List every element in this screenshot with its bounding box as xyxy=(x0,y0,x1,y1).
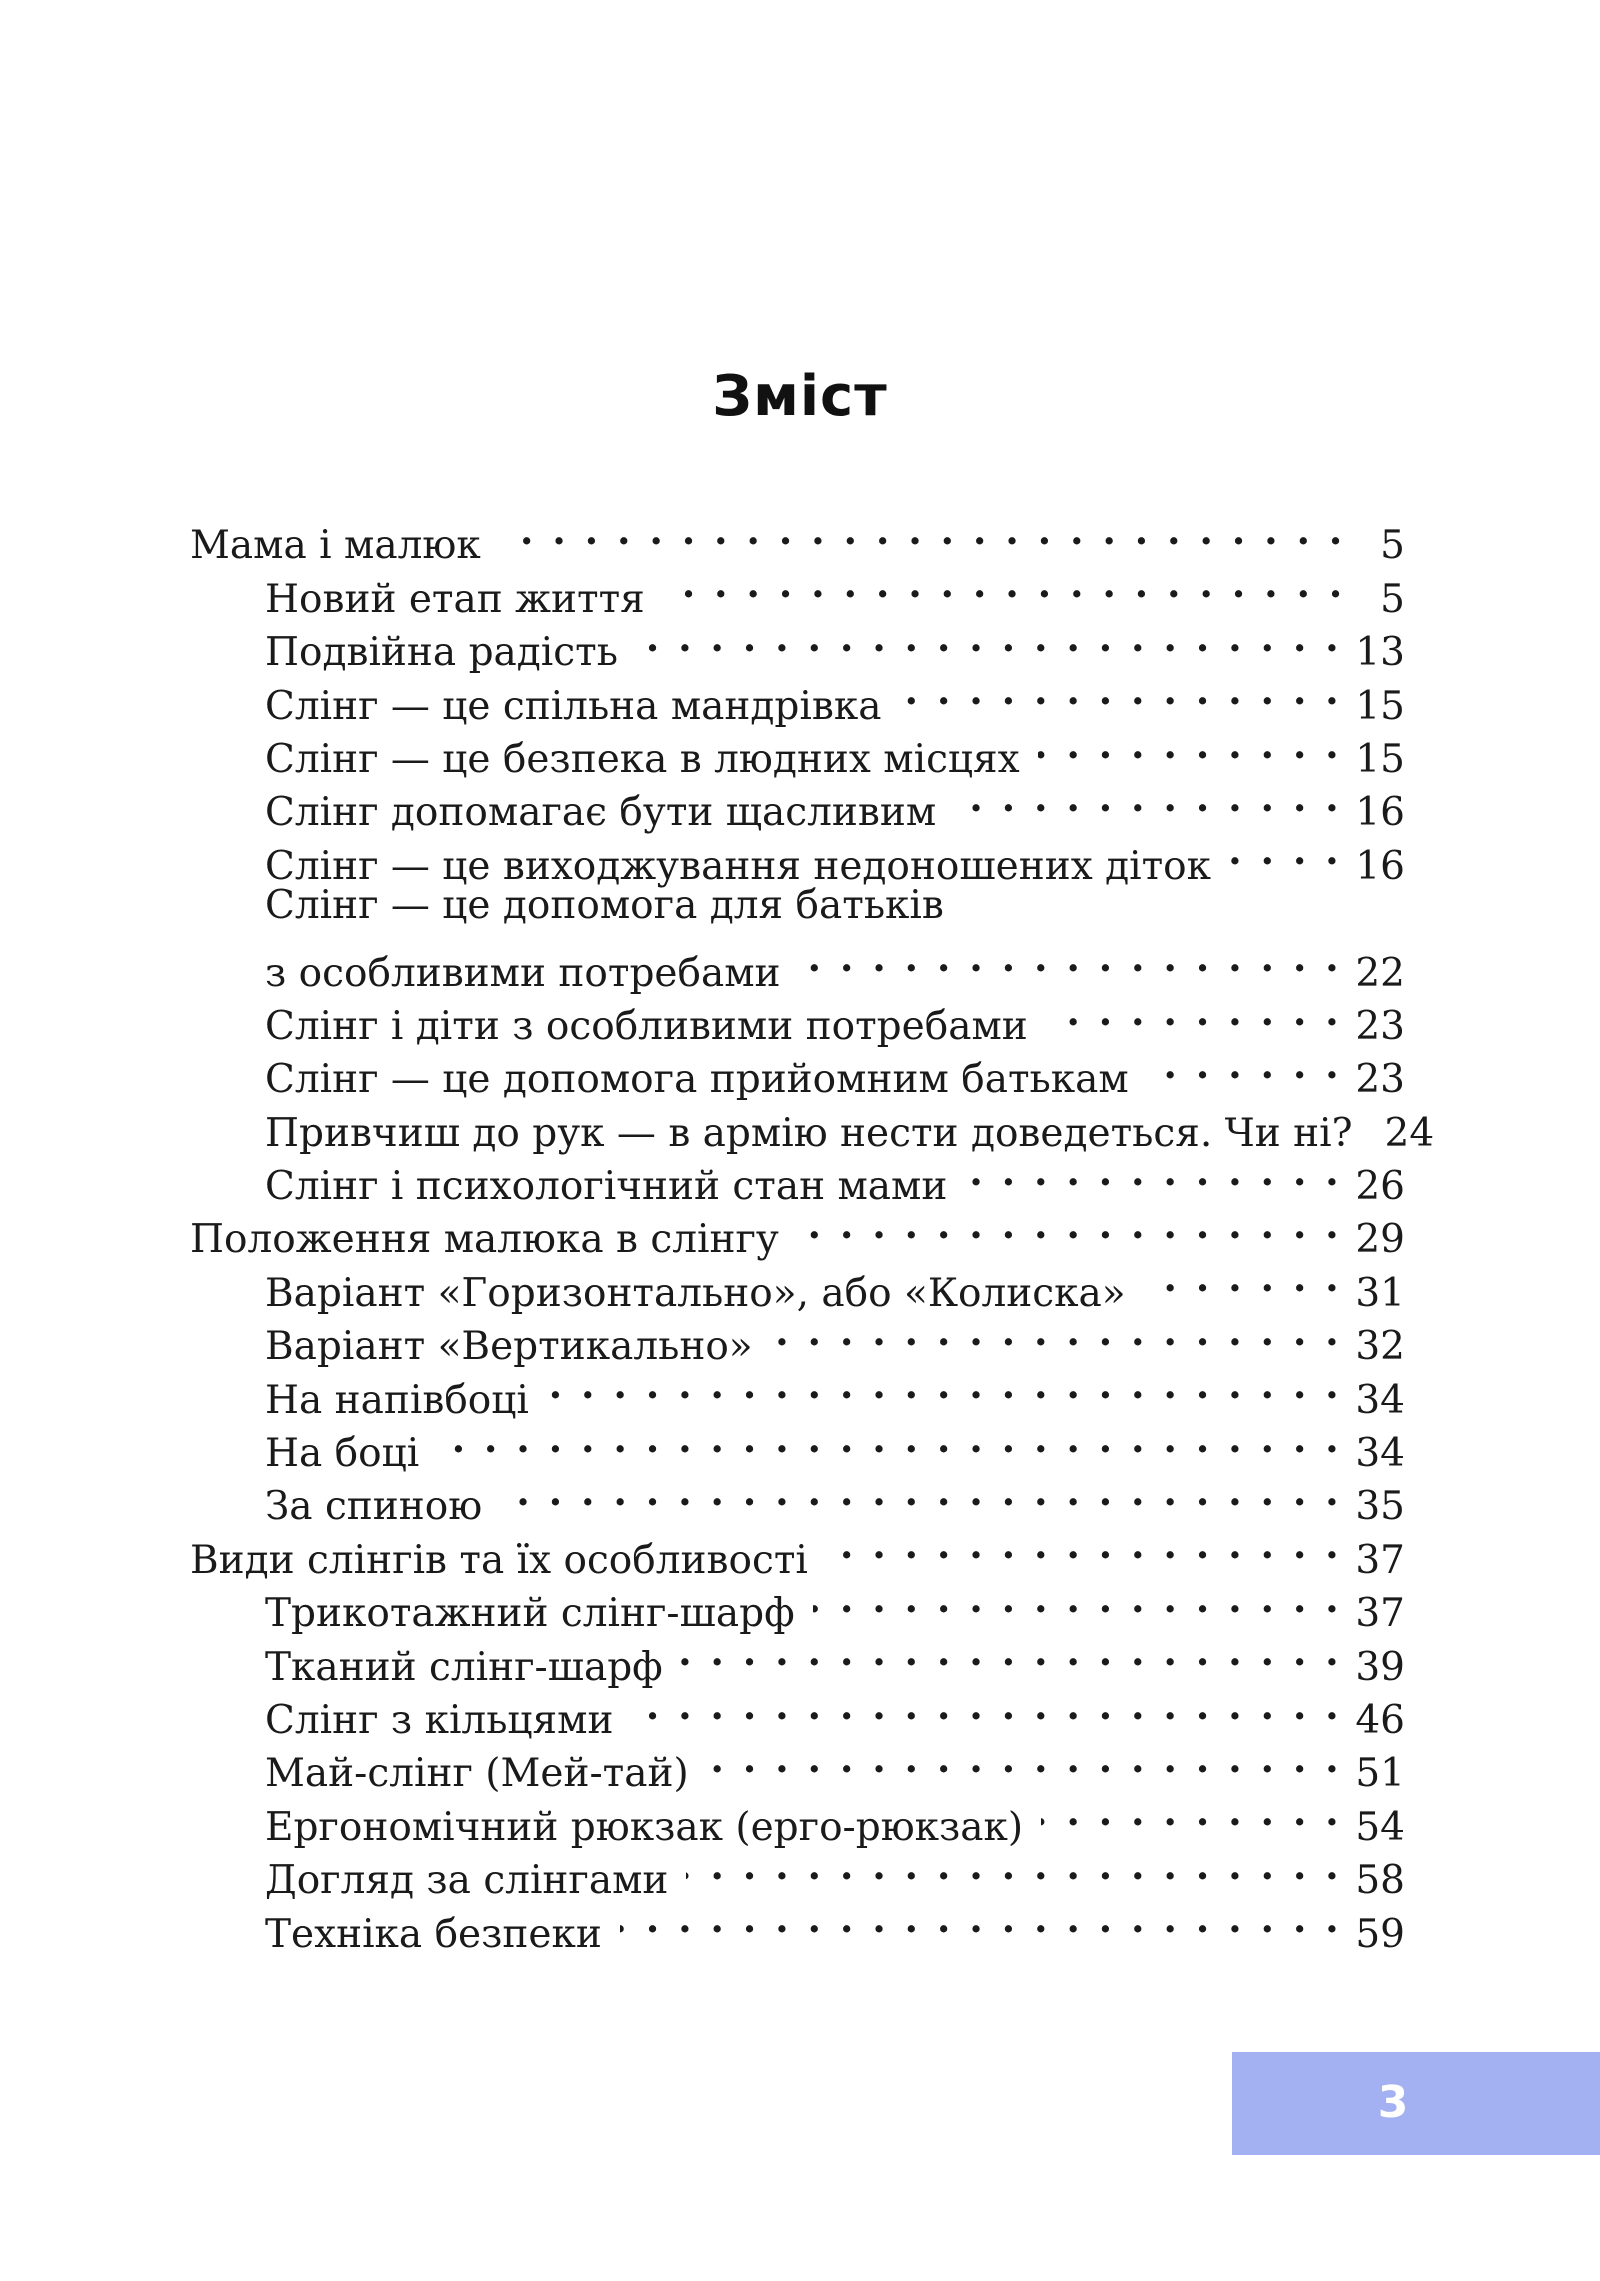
toc-entry-chapter[interactable] xyxy=(190,1199,1405,1263)
dot-leader xyxy=(1144,1252,1342,1305)
toc-entry-title: Варіант «Горизонтально», або «Колиска» xyxy=(265,1270,1126,1316)
toc-entry-section[interactable] xyxy=(190,612,1405,676)
toc-page-number: 31 xyxy=(1355,1270,1405,1316)
toc-entry-title: Трикотажний слінг-шарф xyxy=(265,1591,795,1637)
toc-entry-title: Слінг і діти з особливими потребами xyxy=(265,1003,1028,1049)
toc-page-number: 39 xyxy=(1355,1644,1405,1690)
dot-leader xyxy=(797,1199,1342,1252)
toc-entry-section[interactable] xyxy=(190,1252,1405,1316)
toc-entry-section[interactable] xyxy=(190,1680,1405,1743)
toc-page-number: 29 xyxy=(1355,1217,1405,1263)
toc-entry-title: Слінг з кільцями xyxy=(265,1698,614,1743)
toc-page-number: 13 xyxy=(1355,630,1405,676)
toc-entry-section[interactable] xyxy=(190,1840,1405,1904)
toc-entry-title: Новий етап життя xyxy=(265,576,645,622)
toc-entry-title: Слінг — це виходжування недоношених діток xyxy=(265,843,1211,889)
toc-page-number: 32 xyxy=(1355,1324,1405,1370)
toc-entry-section[interactable] xyxy=(190,879,1405,996)
toc-entry-title: Тканий слінг-шарф xyxy=(265,1644,663,1690)
toc-entry-section[interactable] xyxy=(190,665,1405,729)
dot-leader xyxy=(771,1306,1342,1359)
toc-entry-title: Слінг допомагає бути щасливим xyxy=(265,790,937,836)
toc-entry-section[interactable] xyxy=(190,719,1405,782)
toc-entry-section[interactable] xyxy=(190,1786,1405,1850)
toc-entry-title: Подвійна радість xyxy=(265,630,618,676)
toc-entry-title: Положення малюка в слінгу xyxy=(190,1217,779,1263)
dot-leader xyxy=(1229,825,1341,878)
dot-leader xyxy=(663,558,1345,611)
toc-page-number: 23 xyxy=(1355,1003,1405,1049)
toc-page-number: 24 xyxy=(1384,1110,1435,1156)
toc-page-number: 5 xyxy=(1380,523,1405,569)
toc-entry-title: Май-слінг (Мей-тай) xyxy=(265,1751,689,1797)
toc-entry-title: Привчиш до рук — в армію нести доведеться. Чи ні? xyxy=(265,1110,1353,1156)
dot-leader xyxy=(620,1893,1342,1946)
toc-entry-title-line1: Слінг — це допомога для батьків xyxy=(265,882,944,928)
dot-leader xyxy=(707,1733,1342,1786)
dot-leader xyxy=(500,1466,1341,1519)
toc-entry-title: На напівбоці xyxy=(265,1377,529,1423)
toc-page-number: 54 xyxy=(1355,1804,1405,1850)
toc-entry-title: Ергономічний рюкзак (ерго-рюкзак) xyxy=(265,1804,1024,1850)
toc-entry-section[interactable] xyxy=(190,1733,1405,1797)
toc-entry-section[interactable] xyxy=(190,825,1405,889)
dot-leader xyxy=(1041,1786,1341,1839)
toc-page-number: 37 xyxy=(1355,1537,1405,1583)
toc-entry-title: Варіант «Вертикально» xyxy=(265,1324,753,1370)
toc-page-number: 15 xyxy=(1355,683,1405,729)
toc-entry-section[interactable] xyxy=(190,986,1405,1049)
dot-leader xyxy=(636,612,1341,665)
toc-entry-title: Слінг і психологічний стан мами xyxy=(265,1164,948,1210)
toc-entry-section[interactable] xyxy=(190,1893,1405,1957)
table-of-contents xyxy=(190,505,1435,1957)
dot-leader xyxy=(547,1359,1342,1412)
toc-entry-title: Мама і малюк xyxy=(190,523,481,569)
toc-entry-section[interactable] xyxy=(190,1466,1405,1530)
dot-leader xyxy=(1046,986,1342,1039)
toc-entry-section[interactable] xyxy=(190,1092,1435,1156)
toc-entry-section[interactable] xyxy=(190,1359,1405,1423)
toc-entry-title: На боці xyxy=(265,1431,420,1477)
toc-page-number: 46 xyxy=(1355,1698,1405,1743)
toc-page-number: 15 xyxy=(1355,736,1405,782)
toc-entry-title: Догляд за слінгами xyxy=(265,1858,669,1904)
toc-entry-section[interactable] xyxy=(190,1039,1405,1103)
toc-entry-title: Слінг — це безпека в людних місцях xyxy=(265,736,1020,782)
dot-leader xyxy=(681,1626,1342,1679)
toc-entry-section[interactable] xyxy=(190,1413,1405,1477)
dot-leader xyxy=(1147,1039,1342,1092)
page-title: Зміст xyxy=(712,364,888,429)
toc-entry-section[interactable] xyxy=(190,1626,1405,1690)
toc-entry-title: Слінг — це спільна мандрівка xyxy=(265,683,882,729)
dot-leader xyxy=(954,772,1341,825)
toc-page-number: 35 xyxy=(1355,1484,1405,1530)
dot-leader xyxy=(631,1680,1341,1733)
toc-entry-section[interactable] xyxy=(190,1573,1405,1637)
toc-entry-chapter[interactable] xyxy=(190,1519,1405,1583)
toc-page-number: 26 xyxy=(1355,1164,1405,1210)
toc-entry-title: Слінг — це допомога прийомним батькам xyxy=(265,1057,1129,1103)
dot-leader xyxy=(799,932,1342,985)
toc-page-number: 5 xyxy=(1380,576,1405,622)
dot-leader xyxy=(437,1413,1341,1466)
toc-page-number: 51 xyxy=(1355,1751,1405,1797)
dot-leader xyxy=(686,1840,1341,1893)
toc-page-number: 34 xyxy=(1355,1431,1405,1477)
dot-leader xyxy=(899,665,1341,718)
dot-leader xyxy=(826,1519,1341,1572)
dot-leader xyxy=(965,1146,1341,1199)
toc-entry-title: За спиною xyxy=(265,1484,483,1530)
toc-entry-section[interactable] xyxy=(190,772,1405,836)
dot-leader xyxy=(813,1573,1342,1626)
toc-page-number: 16 xyxy=(1355,790,1405,836)
toc-entry-section[interactable] xyxy=(190,1146,1405,1210)
toc-entry-chapter[interactable] xyxy=(190,505,1405,569)
toc-page-number: 23 xyxy=(1355,1057,1405,1103)
dot-leader xyxy=(1038,719,1342,772)
toc-page-number: 16 xyxy=(1355,843,1405,889)
toc-page-number: 37 xyxy=(1355,1591,1405,1637)
page-number: 3 xyxy=(1377,2077,1409,2128)
toc-entry-title: Види слінгів та їх особливості xyxy=(190,1537,808,1583)
toc-entry-section[interactable] xyxy=(190,1306,1405,1370)
toc-entry-section[interactable] xyxy=(190,558,1405,622)
toc-page-number: 34 xyxy=(1355,1377,1405,1423)
toc-entry-title: Техніка безпеки xyxy=(265,1911,602,1957)
toc-entry-title-line2: з особливими потребами xyxy=(265,950,781,996)
toc-page-number: 58 xyxy=(1355,1858,1405,1904)
toc-page-number: 59 xyxy=(1355,1911,1405,1957)
dot-leader xyxy=(499,505,1345,558)
toc-page-number: 22 xyxy=(1355,950,1405,996)
